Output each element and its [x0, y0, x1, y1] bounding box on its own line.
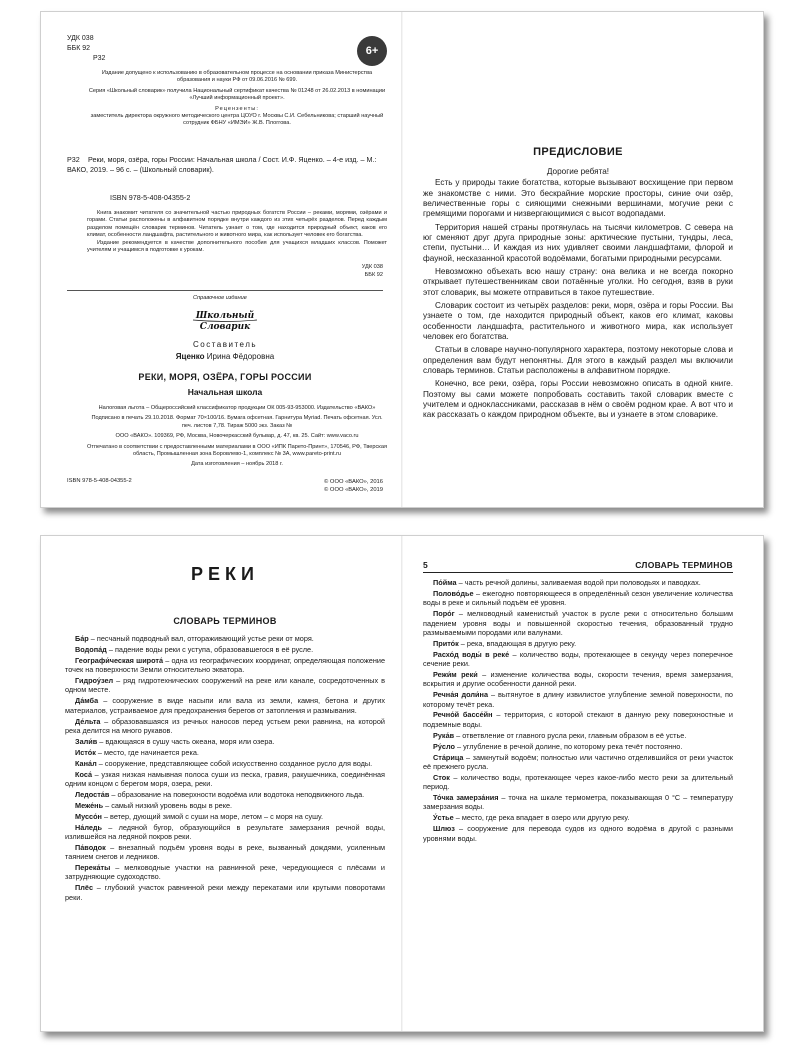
preface-paragraph: Конечно, все реки, озёра, горы России невозможно описать в одной книге. Поэтому вы сами можете попробовать составить такой словарик вместе с учителем и одноклассниками, рассказав в нём о своём родном крае. А вот что и как рассказать о каждом природном объекте, вы и узнаете в этом словарике.	[423, 379, 733, 420]
preface-paragraph: Статьи в словаре научно-популярного характера, поэтому некоторые слова и определения вам будут непонятны. Для этого в каждый раздел мы включили словарь терминов. Статьи расположены в алфавитном порядке.	[423, 345, 733, 375]
publisher-address: ООО «ВАКО». 109369, РФ, Москва, Новочеркасский бульвар, д. 47, кв. 25. Сайт: www.vaco.ru	[115, 433, 359, 440]
gutter	[401, 536, 403, 1031]
compiler-heading: Составитель	[192, 340, 258, 349]
udk-label: УДК	[67, 35, 80, 42]
preface-page	[423, 12, 733, 507]
glossary-entry	[423, 710, 733, 729]
certificate-note: Серия «Школьный словарик» получила Национальный сертификат качества № 01248 от 26.02.2013 в номинации «Лучший информационный проект».	[88, 87, 386, 102]
glossary-term: Речно́й бассе́йн	[433, 710, 493, 720]
glossary-definition: – ежегодно повторяющееся в определённый сезон увеличение количества воды в реке и сильный подъём её уровня.	[423, 588, 733, 608]
glossary-definition: – мелководные участки на равнинной реке, чередующиеся с плёсами и затрудняющие судоходство.	[65, 863, 385, 882]
glossary-entry	[423, 813, 733, 822]
glossary-term: Ста́рица	[433, 752, 464, 762]
bbk-code: 92	[82, 45, 91, 53]
glossary-entry	[65, 770, 385, 789]
glossary-term: Водопа́д	[75, 644, 107, 654]
print-specs: Подписано в печать 29.10.2018. Формат 70×100/16. Бумага офсетная. Гарнитура Myriad. Печать офсетная. Усл. печ. листов 7,78. Тираж 5000 экз. Заказ №	[91, 415, 383, 429]
glossary-term: На́ледь	[75, 822, 103, 832]
glossary-term: Па́водок	[75, 842, 106, 852]
author-sign: Р32	[93, 55, 106, 63]
glossary-heading: СЛОВАРЬ ТЕРМИНОВ	[173, 616, 277, 626]
glossary-entry	[65, 634, 385, 643]
glossary-term: Полово́дье	[433, 588, 474, 598]
glossary-entry	[423, 824, 733, 843]
glossary-term: Кана́л	[75, 758, 97, 768]
glossary-page	[423, 536, 733, 1031]
imprint-page	[67, 12, 388, 507]
citation-text: Реки, моря, озёра, горы России: Начальная школа / Сост. И.Ф. Яценко. – 4-е изд. – М.: ВАКО, 2019. – 96 с. – (Школьный словарик).	[67, 155, 377, 175]
glossary-definition: – внезапный подъём уровня воды в реке, вызванный дождями, усиленным таянием снегов и ледников.	[65, 842, 385, 862]
glossary-term: То́чка замерза́ния	[433, 793, 499, 803]
glossary-entry	[65, 696, 385, 715]
age-rating-badge: 6+	[357, 36, 387, 66]
classification-codes-repeat	[362, 264, 383, 280]
udk-code: 038	[81, 35, 94, 42]
glossary-definition: – мелководный каменистый участок в русле реки с относительно большим падением уровня воды и повышенной скоростью течения, образованный трудно размываемыми породами или валунами.	[423, 609, 733, 637]
glossary-term: Прито́к	[433, 638, 459, 648]
glossary-term: Перека́ты	[75, 863, 111, 873]
preface-heading: ПРЕДИСЛОВИЕ	[533, 146, 623, 158]
section-title: РЕКИ	[191, 564, 259, 584]
preface-paragraph: Словарик состоит из четырёх разделов: реки, моря, озёра и горы России. Вы узнаете о том, где находится природный объект, каков его климат, каковы особенности ландшафта, растительного и животного мира, как использует человек его богатства.	[423, 300, 733, 341]
glossary-term: Гидроу́зел	[75, 676, 114, 686]
copyright	[324, 478, 383, 494]
glossary-definition: – вдающаяся в сушу часть океана, моря или озера.	[97, 736, 275, 746]
glossary-entry	[65, 676, 385, 695]
glossary-entry	[65, 717, 385, 736]
glossary-definition: – замкнутый водоём; полностью или частично отделившийся от реки участок её прежнего русла.	[423, 752, 733, 771]
glossary-entry	[65, 823, 385, 842]
bibliographic-record	[67, 155, 383, 175]
isbn-line: ISBN 978-5-408-04355-2	[110, 193, 191, 202]
glossary-term: Речна́я доли́на	[433, 690, 489, 700]
glossary-definition: – песчаный подводный вал, отгораживающий устье реки от моря.	[88, 634, 314, 643]
glossary-definition: – ветер, дующий зимой с суши на море, летом – с моря на сушу.	[101, 811, 323, 821]
glossary-term: Де́льта	[75, 716, 101, 726]
glossary-entry	[65, 790, 385, 799]
glossary-definition: – самый низкий уровень воды в реке.	[103, 800, 233, 810]
glossary-entry	[423, 670, 733, 689]
citation-code: Р32	[67, 155, 80, 164]
glossary-term: У́стье	[433, 813, 454, 823]
glossary-entry	[423, 650, 733, 669]
glossary-entry	[65, 812, 385, 821]
glossary-term: Сток	[433, 772, 450, 782]
gutter	[401, 12, 403, 507]
glossary-term: Ру́сло	[433, 741, 455, 751]
glossary-list-right	[423, 578, 733, 844]
technical-data	[87, 405, 387, 472]
glossary-definition: – территория, с которой стекают в данную реку поверхностные и подземные воды.	[423, 710, 733, 729]
manufacture-date: Дата изготовления – ноябрь 2018 г.	[191, 461, 283, 468]
glossary-entry	[423, 731, 733, 740]
glossary-term: Исто́к	[75, 747, 96, 757]
copyright-2019: © ООО «ВАКО», 2019	[324, 487, 383, 494]
rivers-page	[65, 536, 385, 1031]
glossary-definition: – образование на поверхности водоёма или водотока неподвижного льда.	[109, 789, 365, 799]
glossary-entry	[65, 656, 385, 675]
glossary-entry	[423, 773, 733, 792]
running-title: СЛОВАРЬ ТЕРМИНОВ	[635, 560, 733, 570]
glossary-definition: – количество воды, протекающее через какое-либо место реки за длительный период.	[423, 772, 733, 792]
glossary-definition: – часть речной долины, заливаемая водой при половодьях и паводках.	[456, 578, 701, 587]
glossary-entry	[65, 883, 385, 902]
book-spread-top	[40, 11, 764, 508]
recommendation-text: Издание рекомендуется в качестве дополнительного пособия для учащихся младших классов. Поможет учителям и учащимся в подготовке к урокам.	[87, 239, 387, 253]
preface-greeting: Дорогие ребята!	[546, 167, 610, 176]
glossary-definition: – река, впадающая в другую реку.	[458, 638, 577, 648]
glossary-definition: – изменение количества воды, скорости течения, время замерзания, вскрытия и другие особенности данной реки.	[423, 669, 733, 689]
approval-note: Издание допущено к использованию в образовательном процессе на основании приказа Министерства образования и науки РФ от 09.06.2016 № 699.	[101, 70, 373, 84]
glossary-term: Да́мба	[75, 696, 99, 706]
glossary-definition: – падение воды реки с уступа, образовавшегося в её русле.	[106, 644, 314, 654]
glossary-definition: – сооружение, представляющее собой искусственно созданное русло для воды.	[96, 758, 373, 768]
glossary-entry	[423, 690, 733, 709]
glossary-term: Коса́	[75, 769, 93, 779]
glossary-definition: – образовавшаяся из речных наносов перед устьем реки равнина, на которой река делится на много рукавов.	[65, 716, 385, 735]
reviewers-text: заместитель директора окружного методического центра ЦОУО г. Москвы С.И. Себельникова; старший научный сотрудник ФБНУ «ИМЭИ» Ж.В. Плоггова.	[90, 112, 384, 127]
glossary-term: По́йма	[433, 578, 457, 587]
glossary-term: Поро́г	[433, 609, 455, 619]
isbn-bottom: ISBN 978-5-408-04355-2	[67, 478, 132, 484]
glossary-entry	[65, 645, 385, 654]
preface-paragraph: Территория нашей страны протянулась на тысячи километров. С севера на юг сменяют друг друга природные зоны: арктические пустыни, тундры, леса, степи, пустыни… И каждая из них удивляет своими ландшафтами, флорой и фауной, несказанной красотой водоёмами, богатыми природными ресурсами.	[423, 222, 733, 263]
book-subtitle: Начальная школа	[187, 387, 263, 397]
printer-note: Отпечатано в соответствии с предоставленными материалами в ООО «ИПК Парето-Принт», 170546, РФ, Тверская область, Промышленная зона Боровлево-1, комплекс № 3А, www.pareto-print.ru	[87, 443, 388, 457]
book-title: РЕКИ, МОРЯ, ОЗЁРА, ГОРЫ РОССИИ	[138, 372, 312, 382]
udk-repeat: УДК 038	[361, 264, 383, 270]
svg-text:Словарик: Словарик	[199, 322, 251, 332]
glossary-definition: – точка на шкале термометра, показывающая 0 °С – температуру замерзания воды.	[423, 793, 733, 812]
preface-body	[423, 167, 733, 424]
bbk-repeat: ББК 92	[364, 271, 383, 278]
glossary-term: Ледоста́в	[75, 789, 110, 799]
svg-text:Школьный: Школьный	[195, 311, 255, 321]
book-spread-bottom	[40, 535, 764, 1032]
glossary-entry	[423, 753, 733, 772]
classification-codes	[67, 34, 105, 64]
preface-paragraph: Невозможно объехать всю нашу страну: она велика и не всегда покорно открывает путешественникам свои потаённые уголки. Но сегодня, взяв в руки этот словарик, вы можете отправиться в такое путешествие.	[423, 266, 733, 297]
glossary-definition: – вытянутое в длину извилистое углубление земной поверхности, по которому течёт река.	[423, 690, 733, 709]
glossary-entry	[423, 639, 733, 648]
glossary-definition: – место, где начинается река.	[95, 747, 199, 757]
preface-paragraph: Есть у природы такие богатства, которые вызывают восхищение при первом же знакомстве с ними. Это бескрайние морские просторы, синие очи озёр, величественные горы с сияющими снежными вершинами, могучие реки с гремящими порогами и низвергающимися с высот водопадами.	[423, 178, 733, 219]
imprint-notes	[87, 70, 387, 128]
compiler-name: Ирина Фёдоровна	[206, 352, 275, 361]
glossary-definition: – количество воды, протекающее в секунду через поперечное сечение реки.	[423, 649, 733, 668]
page-number: 5	[423, 560, 428, 570]
glossary-term: Меже́нь	[75, 800, 104, 810]
glossary-entry	[423, 793, 733, 812]
glossary-definition: – место, где река впадает в озеро или другую реку.	[453, 813, 630, 823]
copyright-2016: © ООО «ВАКО», 2016	[324, 479, 383, 485]
glossary-term: Плёс	[75, 883, 93, 893]
glossary-term: Шлюз	[433, 824, 455, 834]
glossary-definition: – углубление в речной долине, по которому река течёт постоянно.	[454, 741, 683, 751]
glossary-definition: – ряд гидротехнических сооружений на реке или канале, сосредоточенных в одном месте.	[65, 676, 385, 695]
edition-type: Справочное издание	[193, 295, 247, 301]
glossary-entry	[65, 843, 385, 862]
glossary-definition: – ледяной бугор, образующийся в результате замерзания речной воды, излившейся на ледяной покров реки.	[65, 822, 385, 841]
glossary-entry	[423, 589, 733, 608]
series-logo	[187, 308, 263, 332]
glossary-term: Муссо́н	[75, 811, 102, 821]
glossary-definition: – сооружение для перевода судов из одного водоёма в другой с разными уровнями воды.	[423, 824, 733, 843]
glossary-definition: – одна из географических координат, определяющая положение точек на поверхности Земли относительно экватора.	[65, 655, 386, 675]
glossary-definition: – глубокий участок равнинной реки между перекатами или крутыми поворотами реки.	[65, 883, 385, 902]
running-header	[423, 560, 733, 573]
compiler-surname: Яценко	[175, 352, 205, 361]
glossary-entry	[65, 759, 385, 768]
glossary-definition: – ответвление от главного русла реки, главным образом в её устье.	[454, 730, 687, 740]
glossary-term: Ба́р	[75, 634, 89, 643]
glossary-entry	[65, 748, 385, 757]
reviewers-heading: Рецензенты:	[215, 105, 259, 112]
glossary-definition: – узкая низкая намывная полоса суши из песка, гравия, ракушечника, соединённая одним концом с берегом моря, озера, реки.	[65, 769, 385, 788]
abstract-text: Книга знакомит читателя со значительной частью природных богатств России – реками, морями, озёрами и горами. Статьи расположены в алфавитном порядке внутри каждого из этих четырёх разделов. Перед каждым разделом помещён словарик терминов. Читатель узнает о том, где находится природный объект, каков его климат, особенности ландшафта, растительного и животного мира, как использует человек его богатства.	[87, 210, 387, 239]
glossary-entry	[65, 737, 385, 746]
glossary-term: Зали́в	[75, 736, 98, 746]
glossary-entry	[423, 609, 733, 637]
glossary-term: Рука́в	[433, 730, 455, 740]
compiler	[67, 352, 383, 363]
glossary-entry	[65, 863, 385, 882]
glossary-list-left	[65, 634, 385, 904]
abstract	[87, 210, 387, 254]
glossary-entry	[423, 578, 733, 587]
glossary-entry	[65, 801, 385, 810]
glossary-entry	[423, 742, 733, 751]
bbk-label: ББК	[67, 45, 81, 53]
glossary-term: Режи́м реки́	[433, 669, 478, 679]
glossary-term: Географи́ческая широта́	[75, 655, 164, 665]
divider	[67, 290, 383, 291]
glossary-term: Расхо́д воды́ в реке́	[433, 649, 510, 659]
tax-note: Налоговая льгота – Общероссийский классификатор продукции ОК 005-93-953000. Издательство «ВАКО»	[98, 405, 376, 411]
glossary-definition: – сооружение в виде насыпи или вала из земли, камня, бетона и других материалов, устраиваемое для предохранения берегов от затопления и размывания.	[65, 696, 385, 715]
